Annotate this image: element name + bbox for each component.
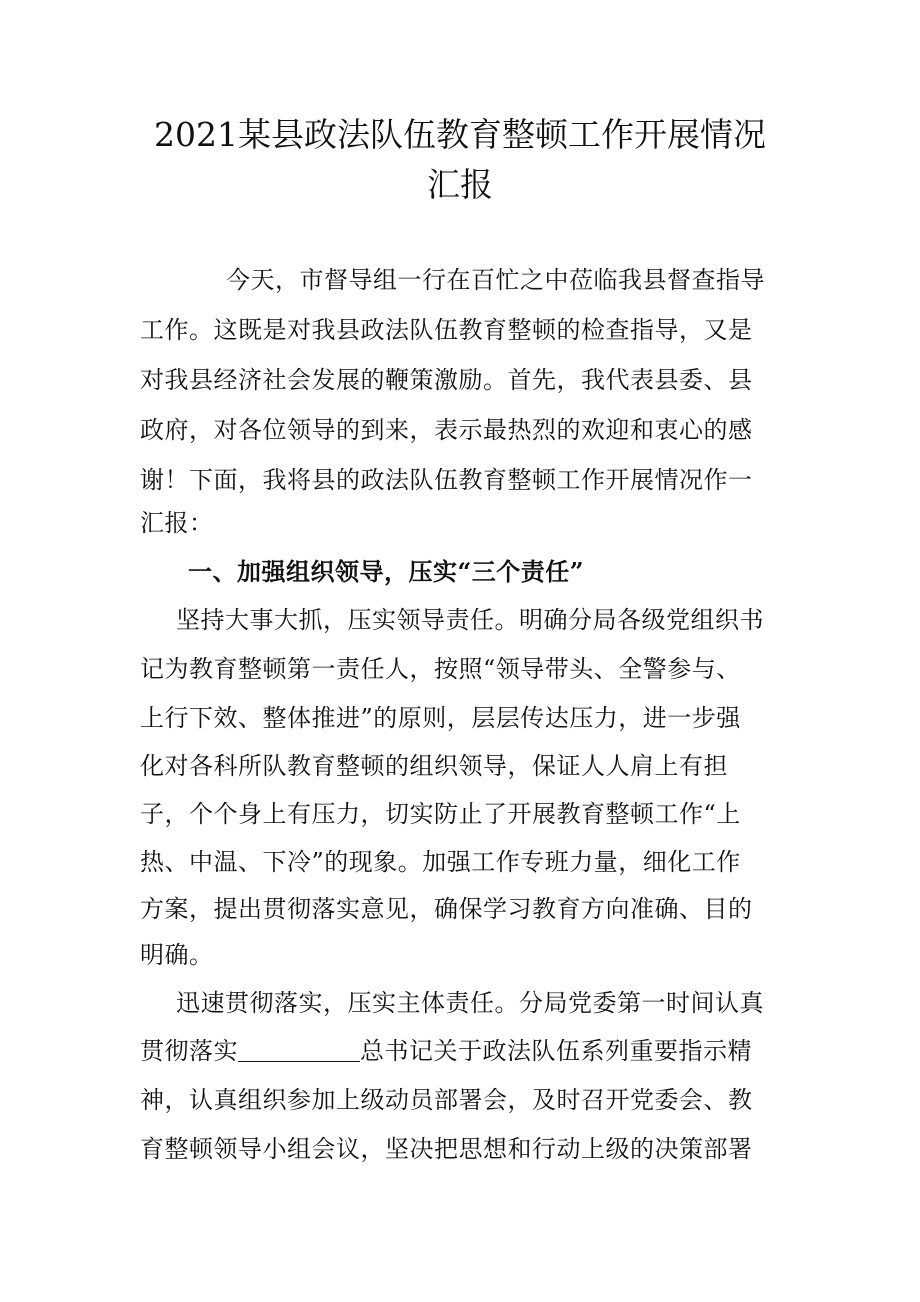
paragraph-line: 热、中温、下冷”的现象。加强工作专班力量，细化工作 — [140, 848, 741, 876]
paragraph-line: 上行下效、整体推进”的原则，层层传达压力，进一步强 — [140, 704, 741, 732]
paragraph-line: 子，个个身上有压力，切实防止了开展教育整顿工作“上 — [140, 800, 741, 828]
paragraph-line: 今天，市督导组一行在百忙之中莅临我县督查指导 — [226, 266, 765, 294]
paragraph-line: 迅速贯彻落实，压实主体责任。分局党委第一时间认真 — [176, 989, 764, 1017]
section-heading: 一、加强组织领导，压实“三个责任” — [188, 557, 585, 586]
paragraph-line: 神，认真组织参加上级动员部署会，及时召开党委会、教 — [140, 1086, 753, 1114]
document-title — [120, 110, 800, 210]
title-line-1: 2021某县政法队伍教育整顿工作开展情况 — [154, 115, 766, 154]
paragraph-line: 化对各科所队教育整顿的组织领导，保证人人肩上有担 — [140, 752, 728, 780]
paragraph-line-with-blank — [140, 1036, 780, 1066]
text-before-blank: 贯彻落实 — [140, 1037, 238, 1065]
paragraph-line: 汇报： — [140, 509, 214, 537]
fill-in-blank — [238, 1039, 360, 1062]
title-line-2: 汇报 — [427, 165, 493, 204]
paragraph-line: 谢！下面，我将县的政法队伍教育整顿工作开展情况作一 — [140, 466, 753, 494]
paragraph-line: 政府，对各位领导的到来，表示最热烈的欢迎和衷心的感 — [140, 416, 753, 444]
paragraph-line: 工作。这既是对我县政法队伍教育整顿的检查指导，又是 — [140, 316, 753, 344]
paragraph-line: 明确。 — [140, 941, 214, 969]
paragraph-line: 育整顿领导小组会议，坚决把思想和行动上级的决策部署 — [140, 1135, 753, 1163]
paragraph-line: 方案，提出贯彻落实意见，确保学习教育方向准确、目的 — [140, 895, 753, 923]
text-after-blank: 总书记关于政法队伍系列重要指示精 — [360, 1037, 752, 1065]
paragraph-line: 对我县经济社会发展的鞭策激励。首先，我代表县委、县 — [140, 366, 753, 394]
paragraph-line: 记为教育整顿第一责任人，按照“领导带头、全警参与、 — [140, 655, 741, 683]
paragraph-line: 坚持大事大抓，压实领导责任。明确分局各级党组织书 — [176, 606, 764, 634]
